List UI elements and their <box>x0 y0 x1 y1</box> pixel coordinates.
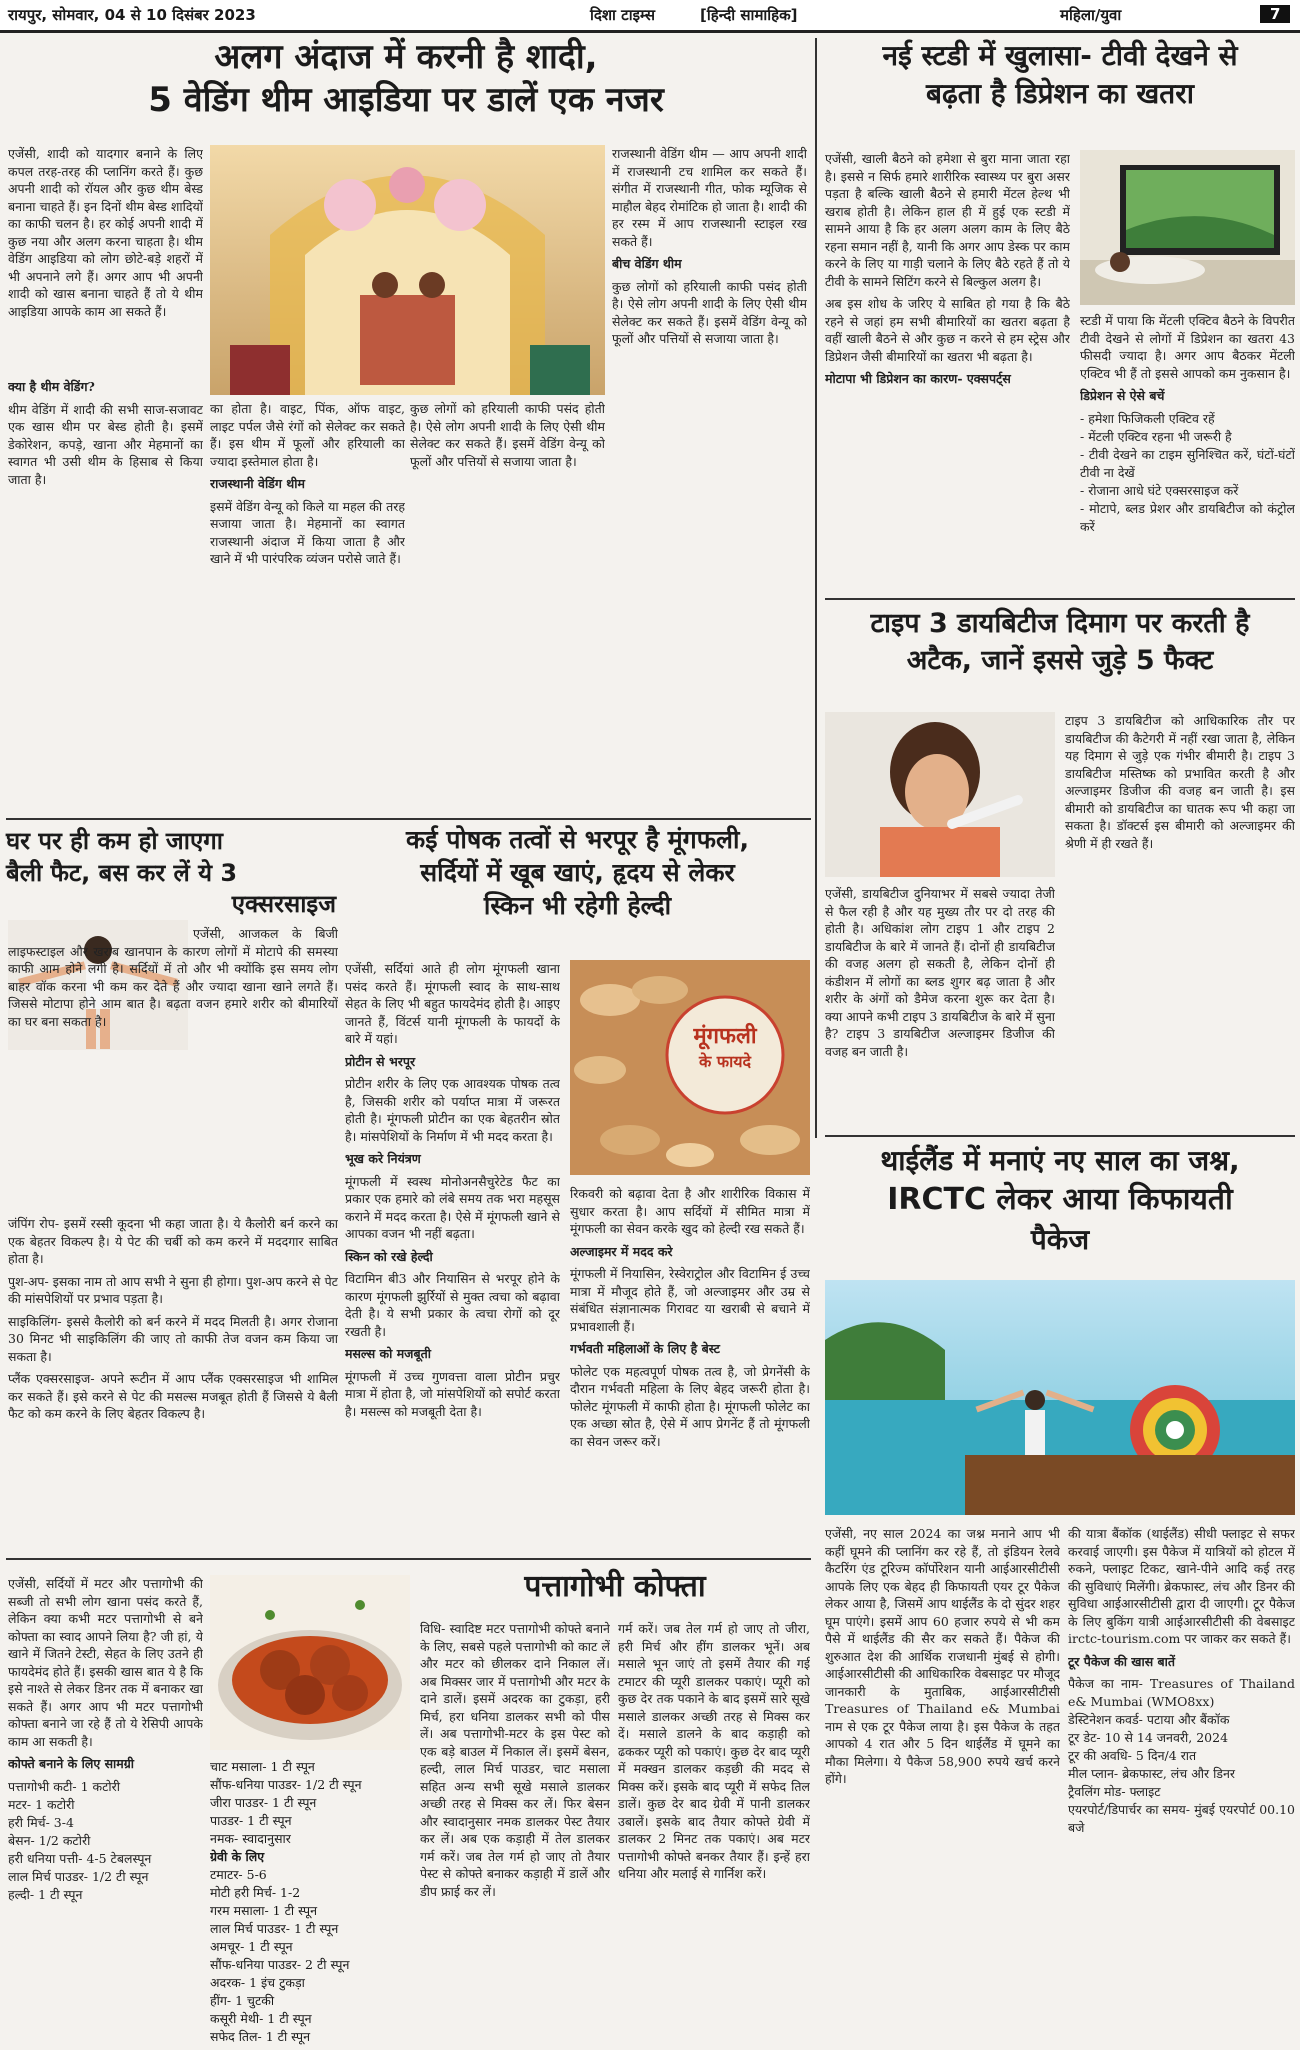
thailand-headline-line-1: थाईलैंड में मनाएं नए साल का जश्न, <box>880 1144 1240 1177</box>
insulin-pen-image <box>825 712 1055 877</box>
bellyfat-headline-line-3: एक्सरसाइज <box>231 890 336 919</box>
list-item: नमक- स्वादानुसार <box>210 1831 291 1846</box>
kofta-col2 <box>210 1758 410 2048</box>
tv-headline-line-2: बढ़ता है डिप्रेशन का खतरा <box>926 77 1194 111</box>
diabetes-headline-line-1: टाइप 3 डायबिटीज दिमाग पर करती है <box>870 608 1250 639</box>
section-divider <box>6 818 811 820</box>
paper-name: दिशा टाइम्स <box>590 6 655 24</box>
list-item: सौंफ-धनिया पाउडर- 2 टी स्पून <box>210 1957 350 1972</box>
list-item: ट्रैवलिंग मोड- फ्लाइट <box>1068 1784 1161 1799</box>
list-item: हल्दी- 1 टी स्पून <box>8 1886 83 1902</box>
section-divider <box>825 598 1295 600</box>
list-item: मटर- 1 कटोरी <box>8 1796 75 1812</box>
tv-col1: एजेंसी, खाली बैठने को हमेशा से बुरा माना जाता रहा है। इससे न सिर्फ हमारे शारीरिक स्वास्थ्य पर बुरा असर पड़ता है बल्कि खाली बैठने से हमारी मेंटल हेल्थ भी खराब होती है। लेकिन हाल ही में हुई एक स्टडी में सामने आया है कि हर अलग अलग काम के लिए बैठे रहना समान नहीं है, यानी कि अगर आप डेस्क पर काम करने के लिए या गाड़ी चलाने के लिए बैठे रहते हैं तो ये टीवी के सामने सिटिंग करने से बिल्कुल अलग है। अब इस शोध के जरिए ये साबित हो गया है कि बैठे रहने से जहां हम सभी बीमारियों का खतरा बढ़ता है वहीं खाली बैठने से और कुछ न करने से हम स्ट्रेस और डिप्रेशन जैसी बीमारियों का खतरा भी बढ़ता है। मोटापा भी डिप्रेशन का कारण- एक्सपर्ट्स <box>825 151 1070 386</box>
masthead <box>0 0 1300 33</box>
bellyfat-headline-line-1: घर पर ही कम हो जाएगा <box>6 827 223 855</box>
wedding-col3: राजस्थानी वेडिंग थीम — आप अपनी शादी में राजस्थानी टच शामिल कर सकते हैं। संगीत में राजस्थानी गीत, फोक म्यूजिक से माहौल बेहद रोमांटिक हो जाता है। शादी की हर रस्म में आप राजस्थानी स्टाइल रख सकते हैं। बीच वेडिंग थीम कुछ लोगों को हरियाली काफी पसंद होती है। ऐसे लोग अपनी शादी के लिए ऐसी थीम सेलेक्ट कर सकते हैं। इसमें वेडिंग वेन्यू को फूलों और पत्तियों से सजाया जाता है। <box>612 146 807 346</box>
diabetes-col-right: टाइप 3 डायबिटीज को आधिकारिक तौर पर डायबिटीज की कैटेगरी में नहीं रखा जाता है, लेकिन यह दिमाग से जुड़े एक गंभीर बीमारी है। टाइप 3 डायबिटीज मस्तिष्क को प्रभावित करती है और अल्जाइमर डिजीज की वजह बन जाती है। इस बीमारी को डायबिटीज का घातक रूप भी कहा जा सकता है। डॉक्टर्स इस बीमारी को अल्जाइमर की श्रेणी में ही रखते हैं। <box>1065 713 1295 851</box>
kofta-col1: एजेंसी, सर्दियों में मटर और पत्तागोभी की सब्जी तो सभी लोग खाना पसंद करते हैं, लेकिन क्या कभी मटर पत्तागोभी से बने कोफ्ता का स्वाद आपने लिया है? जी हां, ये खाने में जितने टेस्टी, सेहत के लिए उतने ही फायदेमंद होते हैं। इसकी खास बात ये है कि इसे नाश्ते से लेकर डिनर तक में बनाकर खा सकते हैं। अगर आप भी मटर पत्तागोभी कोफ्ता बनाने जा रहे हैं तो ये रेसिपी आपके काम आ सकती है। कोफ्ते बनाने के लिए सामग्री पत्तागोभी कटी- 1 कटोरी मटर- 1 कटोरी हरी मिर्च- 3-4 बेसन- 1/2 कटोरी हरी धनिया पत्ती- 4-5 टेबलस्पून लाल मिर्च पाउडर- 1/2 टी स्पून हल्दी- 1 टी स्पून <box>8 1576 203 1902</box>
tv-col2: स्टडी में पाया कि मेंटली एक्टिव बैठने के विपरीत टीवी देखने से लोगों में डिप्रेशन का खतरा 43 फीसदी ज्यादा है। अगर आप बैठकर मेंटली एक्टिव भी हैं तो इससे आपको कम नुकसान है। डिप्रेशन से ऐसे बचें - हमेशा फिजिकली एक्टिव रहें - मेंटली एक्टिव रहना भी जरूरी है - टीवी देखने का टाइम सुनिश्चित करें, घंटों-घंटों टीवी ना देखें - रोजाना आधे घंटे एक्सरसाइज करें - मोटापे, ब्लड प्रेशर और डायबिटीज को कंट्रोल करें <box>1080 313 1295 534</box>
thailand-headline-line-3: पैकेज <box>1030 1222 1090 1256</box>
kofta-col4: गर्म करें। जब तेल गर्म हो जाए तो जीरा, हरी मिर्च और हींग डालकर भूनें। अब मसाले भून जाएं तो इसमें तैयार की गई टमाटर की प्यूरी डालकर पकाएं। प्यूरी को कुछ देर तक पकाने के बाद इसमें सारे सूखे मसाले डालकर अच्छी तरह से मिक्स कर दें। मसाले डालने के बाद कड़ाही को ढककर प्यूरी को पकाएं। कुछ देर बाद प्यूरी में मक्खन डालकर कड़छी की मदद से मिक्स करें। इसके बाद प्यूरी में सफेद तिल डालें। कुछ देर बाद ग्रेवी में पानी डालकर उबालें। इसके बाद तैयार कोफ्ते ग्रेवी में डालकर 2 मिनट तक पकाएं। अब मटर पत्तागोभी कोफ्ते बनकर तैयार हैं। इन्हें हरा धनिया और मलाई से गार्निश करें। <box>618 1621 810 1881</box>
kofta-headline <box>420 1570 810 1605</box>
list-item: मील प्लान- ब्रेकफास्ट, लंच और डिनर <box>1068 1766 1236 1781</box>
column-divider <box>815 38 817 1138</box>
kofta-photo <box>210 1575 410 1750</box>
diabetes-photo <box>825 712 1055 877</box>
peanut-headline-line-1: कई पोषक तत्वों से भरपूर है मूंगफली, <box>406 825 749 854</box>
tv-headline-line-1: नई स्टडी में खुलासा- टीवी देखने से <box>882 39 1238 72</box>
list-item: टूर की अवधि- 5 दिन/4 रात <box>1068 1748 1197 1763</box>
diabetes-headline-line-2: अटैक, जानें इससे जुड़े 5 फैक्ट <box>906 645 1214 677</box>
wedding-headline <box>6 38 806 120</box>
wedding-royal-subhead: राजस्थानी वेडिंग थीम <box>210 476 305 491</box>
wedding-col3-lower: कुछ लोगों को हरियाली काफी पसंद होती है। ऐसे लोग अपनी शादी के लिए ऐसी थीम सेलेक्ट कर सकते हैं। इसमें वेडिंग वेन्यू को फूलों और पत्तियों से सजाया जाता है। <box>410 401 605 469</box>
list-item: चाट मसाला- 1 टी स्पून <box>210 1759 315 1774</box>
tv-tips-list <box>1080 410 1295 536</box>
tv-headline <box>825 40 1295 110</box>
bellyfat-body-2: जंपिंग रोप- इसमें रस्सी कूदना भी कहा जाता है। ये कैलोरी बर्न करने का एक बेहतर विकल्प है। ये पेट की चर्बी को कम करने में मददगार साबित होता है। पुश-अप- इसका नाम तो आप सभी ने सुना ही होगा। पुश-अप करने से पेट की मांसपेशियों पर प्रभाव पड़ता है। साइकिलिंग- इससे कैलोरी को बर्न करने में मदद मिलती है। अगर रोजाना 30 मिनट भी साइकिलिंग की जाए तो काफी तेज वजन कम किया जा सकता है। प्लैंक एक्सरसाइज- अपने रूटीन में आप प्लैंक एक्सरसाइज भी शामिल कर सकते हैं। इसे करने से पेट की मसल्स मजबूत होती हैं जिससे ये बैली फैट को कम करने के लिए बेहतर विकल्प है। <box>8 1216 338 1421</box>
peanut-col2: रिकवरी को बढ़ावा देता है और शारीरिक विकास में सुधार करता है। आप सर्दियों में सीमित मात्रा में मूंगफली का सेवन करके खुद को हेल्दी रख सकते हैं। अल्जाइमर में मदद करे मूंगफली में नियासिन, रेस्वेराट्रोल और विटामिन ई उच्च मात्रा में मौजूद होते हैं, जो अल्जाइमर और उम्र से संबंधित संज्ञानात्मक गिरावट या खराबी से बचाने में प्रभावशाली हैं। गर्भवती महिलाओं के लिए है बेस्ट फोलेट एक महत्वपूर्ण पोषक तत्व है, जो प्रेगनेंसी के दौरान गर्भवती महिला के लिए बेहद जरूरी होता है। फोलेट मूंगफली में काफी होता है। मूंगफली फोलेट का एक अच्छा स्रोत है, ऐसे में आप प्रेगनेंट हैं तो मूंगफली का सेवन जरूर करें। <box>570 1186 810 1449</box>
diabetes-col-left: एजेंसी, डायबिटीज दुनियाभर में सबसे ज्यादा तेजी से फैल रही है और यह मुख्य तौर पर दो तरह की होती है। अधिकांश लोग टाइप 1 और टाइप 2 डायबिटीज के बारे में जानते हैं। दोनों ही डायबिटीज की वजह अलग हो सकती है, लेकिन दोनों ही कंडीशन में लोगों का ब्लड शुगर बढ़ जाता है और शरीर के अंगों को डैमेज करना शुरू कर देता है। क्या आपने कभी टाइप 3 डायबिटीज के बारे में सुना है? टाइप 3 डायबिटीज अल्जाइमर डिजीज की वजह बन जाती है। <box>825 886 1055 1059</box>
paper-subtitle: [हिन्दी सामाहिक] <box>700 6 798 24</box>
bellyfat-headline-line-2: बैली फैट, बस कर लें ये 3 <box>6 858 238 887</box>
peanut-subhead: गर्भवती महिलाओं के लिए है बेस्ट <box>570 1341 720 1356</box>
list-item: पाउडर- 1 टी स्पून <box>210 1813 292 1828</box>
bellyfat-headline <box>6 828 336 919</box>
list-item: अदरक- 1 इंच टुकड़ा <box>210 1975 305 1990</box>
list-item: गरम मसाला- 1 टी स्पून <box>210 1903 318 1918</box>
kofta-col3: विधि- स्वादिष्ट मटर पत्तागोभी कोफ्ते बनाने के लिए, सबसे पहले पत्तागोभी को काट लें और मटर को छीलकर दाने निकाल लें। अब मिक्सर जार में पत्तागोभी और मटर के दाने डालें। इसमें अदरक का टुकड़ा, हरी मिर्च, हरा धनिया डालकर सभी को पीस लें। अब पत्तागोभी-मटर के इस पेस्ट को एक बड़े बाउल में निकाल लें। इसमें बेसन, हल्दी, लाल मिर्च पाउडर, चाट मसाला सहित अन्य सभी सूखे मसाले डालकर अच्छी तरह से मिक्स कर लें। फिर बेसन और स्वादानुसार नमक डालकर पेस्ट तैयार कर लें। अब एक कड़ाही में तेल डालकर गर्म करें। जब तेल गर्म हो जाए तो तैयार पेस्ट से कोफ्ते बनाकर कड़ाही में डालें और डीप फ्राई कर लें। <box>420 1621 610 1899</box>
list-item: डेस्टिनेशन कवर्ड- पटाया और बैंकॉक <box>1068 1712 1230 1727</box>
kofta-ingredients-title: कोफ्ते बनाने के लिए सामग्री <box>8 1756 135 1771</box>
peanut-col1: एजेंसी, सर्दियां आते ही लोग मूंगफली खाना पसंद करते हैं। मूंगफली स्वाद के साथ-साथ सेहत के लिए भी बहुत फायदेमंद होती है। आइए जानते हैं, विंटर्स यानी मूंगफली के फायदों के बारे में यहां। प्रोटीन से भरपूर प्रोटीन शरीर के लिए एक आवश्यक पोषक तत्व है, जिसकी शरीर को पर्याप्त मात्रा में जरूरत होती है। मूंगफली प्रोटीन का एक बेहतरीन स्रोत है। मांसपेशियों के निर्माण में भी मदद करता है। भूख करे नियंत्रण मूंगफली में स्वस्थ मोनोअनसैचुरेटेड फैट का प्रकार एक हमारे को लंबे समय तक भरा महसूस कराने में मदद करता है। ऐसे में मूंगफली खाने से आपका वजन भी नहीं बढ़ता। स्किन को रखे हेल्दी विटामिन बी3 और नियासिन से भरपूर होने के कारण मूंगफली झुर्रियों से मुक्त त्वचा को बढ़ावा देती है। ये सभी प्रकार के त्वचा रोगों को दूर रखती है। मसल्स को मजबूती मूंगफली में उच्च गुणवत्ता वाला प्रोटीन प्रचुर मात्रा में होता है, जो मांसपेशियों को सपोर्ट करता है। मसल्स को मजबूती देता है। <box>345 961 560 1419</box>
list-item: हींग- 1 चुटकी <box>210 1993 275 2008</box>
thailand-photo <box>825 1280 1295 1515</box>
list-item: लाल मिर्च पाउडर- 1/2 टी स्पून <box>8 1868 149 1884</box>
peanut-headline <box>345 826 810 920</box>
peanut-headline-line-2: सर्दियों में खूब खाएं, हृदय से लेकर <box>420 857 735 887</box>
kofta-dish-image <box>210 1575 410 1750</box>
section-divider <box>6 1558 811 1560</box>
issue-date: रायपुर, सोमवार, 04 से 10 दिसंबर 2023 <box>8 6 256 24</box>
list-item: अमचूर- 1 टी स्पून <box>210 1939 293 1954</box>
list-item: हरी मिर्च- 3-4 <box>8 1814 74 1830</box>
kofta-ingredients <box>8 1778 203 1904</box>
list-item: पैकेज का नाम- Treasures of Thailand e& Mumbai (WMO8xx) <box>1068 1676 1295 1709</box>
wedding-headline-line-1: अलग अंदाज में करनी है शादी, <box>214 37 598 77</box>
list-item: - रोजाना आधे घंटे एक्सरसाइज करें <box>1080 482 1239 498</box>
thailand-headline-line-2: IRCTC लेकर आया किफायती <box>887 1182 1233 1218</box>
list-item: बेसन- 1/2 कटोरी <box>8 1832 91 1848</box>
thailand-col1: एजेंसी, नए साल 2024 का जश्न मनाने आप भी कहीं घूमने की प्लानिंग कर रहे हैं, तो इंडियन रेलवे कैटरिंग एंड टूरिज्म कॉर्पोरेशन यानी आईआरसीटीसी आपके लिए एक बेहद ही किफायती एयर टूर पैकेज लेकर आया है, जिसमें आप थाईलैंड के दो सुंदर शहर घूम पाएंगे। इसमें आप 60 हजार रुपये से भी कम पैसे में थाईलैंड की सैर कर सकते हैं। पैकेज की शुरुआत देश की आर्थिक राजधानी मुंबई से होगी। आईआरसीटीसी की आधिकारिक वेबसाइट पर मौजूद जानकारी के मुताबिक, आईआरसीटीसी Treasures of Thailand e& Mumbai नाम से एक टूर पैकेज लाया है। इस पैकेज के तहत आपको 4 रात और 5 दिन थाईलैंड में घूमने का मौका मिलेगा। ये पैकेज 58,900 रुपये खर्च करने होंगे। <box>825 1526 1060 1786</box>
thailand-info-title: टूर पैकेज की खास बातें <box>1068 1653 1176 1669</box>
list-item: टूर डेट- 10 से 14 जनवरी, 2024 <box>1068 1730 1229 1745</box>
diabetes-headline <box>825 608 1295 676</box>
peanut-subhead: स्किन को रखे हेल्दी <box>345 1248 433 1264</box>
list-item: - मोटापे, ब्लड प्रेशर और डायबिटीज को कंट्रोल करें <box>1080 500 1295 534</box>
wedding-photo <box>210 145 605 395</box>
wedding-mandap-image <box>210 145 605 395</box>
list-item: सौंफ-धनिया पाउडर- 1/2 टी स्पून <box>210 1777 362 1792</box>
woman-watching-tv-image <box>1080 150 1295 305</box>
kofta-headline-text: पत्तागोभी कोफ्ता <box>524 1569 706 1604</box>
wedding-question: क्या है थीम वेडिंग? <box>8 379 95 394</box>
peanut-subhead: प्रोटीन से भरपूर <box>345 1053 416 1069</box>
list-item: - मेंटली एक्टिव रहना भी जरूरी है <box>1080 428 1232 444</box>
tv-tips-heading: डिप्रेशन से ऐसे बचें <box>1080 388 1165 403</box>
list-item: ग्रेवी के लिए <box>210 1849 265 1864</box>
list-item: मोटी हरी मिर्च- 1-2 <box>210 1885 301 1900</box>
list-item: हरी धनिया पत्ती- 4-5 टेबलस्पून <box>8 1850 152 1866</box>
page-number: 7 <box>1260 5 1290 23</box>
wedding-col2: का होता है। वाइट, पिंक, ऑफ वाइट, लाइट पर्पल जैसे रंगों को सेलेक्ट कर सकते हैं। इस थीम में फूलों और हरियाली का ज्यादा इस्तेमाल होता है। राजस्थानी वेडिंग थीम इसमें वेडिंग वेन्यू को किले या महल की तरह सजाया जाता है। मेहमानों का स्वागत राजस्थानी अंदाज में किया जाता है और खाने में भी पारंपरिक व्यंजन परोसे जाते हैं। <box>210 401 405 566</box>
section-divider <box>825 1135 1295 1137</box>
thailand-col2: की यात्रा बैंकॉक (थाईलैंड) सीधी फ्लाइट से सफर करवाई जाएगी। इस पैकेज में यात्रियों को होटल में रुकने, फ्लाइट टिकट, खाने-पीने आदि कई तरह की सुविधाएं मिलेंगी। ब्रेकफास्ट, लंच और डिनर की सुविधा आईआरसीटीसी द्वारा दी जाएगी। टूर पैकेज के लिए बुकिंग यात्री आईआरसीटीसी की वेबसाइट irctc-tourism.com पर जाकर कर सकते हैं। टूर पैकेज की खास बातें पैकेज का नाम- Treasures of Thailand e& Mumbai (WMO8xx) डेस्टिनेशन कवर्ड- पटाया और बैंकॉक टूर डेट- 10 से 14 जनवरी, 2024 टूर की अवधि- 5 दिन/4 रात मील प्लान- ब्रेकफास्ट, लंच और डिनर ट्रैवलिंग मोड- फ्लाइट एयरपोर्ट/डिपार्चर का समय- मुंबई एयरपोर्ट 00.10 बजे <box>1068 1526 1295 1835</box>
peanut-image-label: मूंगफली के फायदे <box>693 1024 757 1071</box>
list-item: - टीवी देखने का टाइम सुनिश्चित करें, घंटों-घंटों टीवी ना देखें <box>1080 446 1295 480</box>
peanut-headline-line-3: स्किन भी रहेगी हेल्दी <box>483 890 672 920</box>
peanut-subhead: अल्जाइमर में मदद करे <box>570 1243 673 1259</box>
bellyfat-body: एजेंसी, आजकल के बिजी लाइफस्टाइल और खराब खानपान के कारण लोगों में मोटापे की समस्या काफी आम होने लगी है। सर्दियों में तो और भी क्योंकि इस समय लोग बाहर वॉक करना भी कम कर देते हैं और ज्यादा खाना खाने लगते हैं। जिससे मोटापा होने आम बात है। बढ़ता वजन हमारे शरीर को बीमारियों का घर बना सकता है। <box>8 926 338 1029</box>
peanut-photo <box>570 960 810 1175</box>
list-item: टमाटर- 5-6 <box>210 1867 267 1882</box>
section-name: महिला/युवा <box>1060 6 1122 24</box>
wedding-intro: एजेंसी, शादी को यादगार बनाने के लिए कपल तरह-तरह की प्लानिंग करते हैं। कुछ अपनी शादी को रॉयल और कुछ थीम बेस्ड बनाना चाहते हैं। इन दिनों थीम बेस्ड शादियों का काफी चलन है। हर कोई अपनी शादी में कुछ नया और अलग करना चाहता है। थीम वेडिंग आइडिया को लोग छोटे-बड़े शहरों में भी अपनाने लगे हैं। अगर आप भी अपनी शादी को खास बनाना चाहते हैं तो ये थीम आइडिया आपके काम आ सकते हैं। <box>8 146 203 319</box>
wedding-beach-subhead: बीच वेडिंग थीम <box>612 256 682 271</box>
kofta-ingredients-2 <box>210 1758 410 2046</box>
tv-photo <box>1080 150 1295 305</box>
wedding-headline-line-2: 5 वेडिंग थीम आइडिया पर डालें एक नजर <box>148 80 664 121</box>
peanut-subhead: भूख करे नियंत्रण <box>345 1151 421 1166</box>
wedding-col1-cont: क्या है थीम वेडिंग? थीम वेडिंग में शादी की सभी साज-सजावट एक खास थीम पर बेस्ड होती है। इसमें डेकोरेशन, कपड़े, खाना और मेहमानों का स्वागत भी उसी थीम के हिसाब से किया जाता है। <box>8 379 203 487</box>
list-item: एयरपोर्ट/डिपार्चर का समय- मुंबई एयरपोर्ट 00.10 बजे <box>1068 1802 1295 1835</box>
list-item: जीरा पाउडर- 1 टी स्पून <box>210 1795 317 1810</box>
list-item: - हमेशा फिजिकली एक्टिव रहें <box>1080 410 1215 426</box>
list-item: कसूरी मेथी- 1 टी स्पून <box>210 2011 312 2026</box>
list-item: पत्तागोभी कटी- 1 कटोरी <box>8 1778 120 1794</box>
thailand-info-list <box>1068 1675 1295 1837</box>
tv-subhead: मोटापा भी डिप्रेशन का कारण- एक्सपर्ट्स <box>825 371 1011 386</box>
beach-traveler-image <box>825 1280 1295 1515</box>
list-item: सफेद तिल- 1 टी स्पून <box>210 2029 311 2044</box>
peanut-subhead: मसल्स को मजबूती <box>345 1346 431 1361</box>
thailand-headline <box>825 1145 1295 1256</box>
list-item: लाल मिर्च पाउडर- 1 टी स्पून <box>210 1921 339 1936</box>
